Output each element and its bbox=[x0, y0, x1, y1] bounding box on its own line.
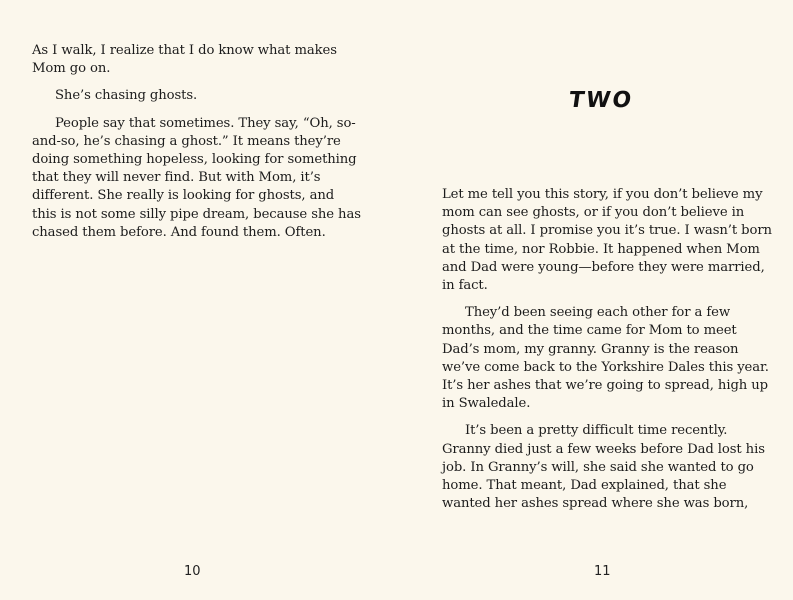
left-page bbox=[0, 0, 396, 600]
paragraph: Let me tell you this story, if you don’t believe my mom can see ghosts, or if you don’t believe in ghosts at all. I promise you it’s true. I wasn’t born at the time, nor Robbie. It happened when Mom and Dad were young—before they were married, in fact. bbox=[442, 187, 772, 294]
paragraph: It’s been a pretty difficult time recently. Granny died just a few weeks before Dad lost his job. In Granny’s will, she said she wanted to go home. That meant, Dad explained, that she wanted her ashes spread where she was born, bbox=[442, 423, 765, 512]
paragraph: She’s chasing ghosts. bbox=[55, 88, 198, 104]
right-page-text bbox=[442, 186, 772, 522]
page-number: 10 bbox=[184, 564, 201, 579]
paragraph: People say that sometimes. They say, “Oh, so-and-so, he’s chasing a ghost.” It means they’re doing something hopeless, looking for something that they will never find. But with Mom, it’s different. She really is looking for ghosts, and this is not some silly pipe dream, because she has chased them before. And found them. Often. bbox=[32, 115, 361, 240]
left-page-text bbox=[32, 42, 362, 251]
paragraph: As I walk, I realize that I do know what makes Mom go on. bbox=[32, 43, 337, 77]
chapter-title: TWO bbox=[567, 88, 635, 113]
right-page bbox=[397, 0, 793, 600]
page-number: 11 bbox=[594, 564, 611, 579]
paragraph: They’d been seeing each other for a few months, and the time came for Mom to meet Dad’s mom, my granny. Granny is the reason we’ve come back to the Yorkshire Dales this year. It’s her ashes that we’re going to spread, high up in Swaledale. bbox=[442, 305, 769, 412]
